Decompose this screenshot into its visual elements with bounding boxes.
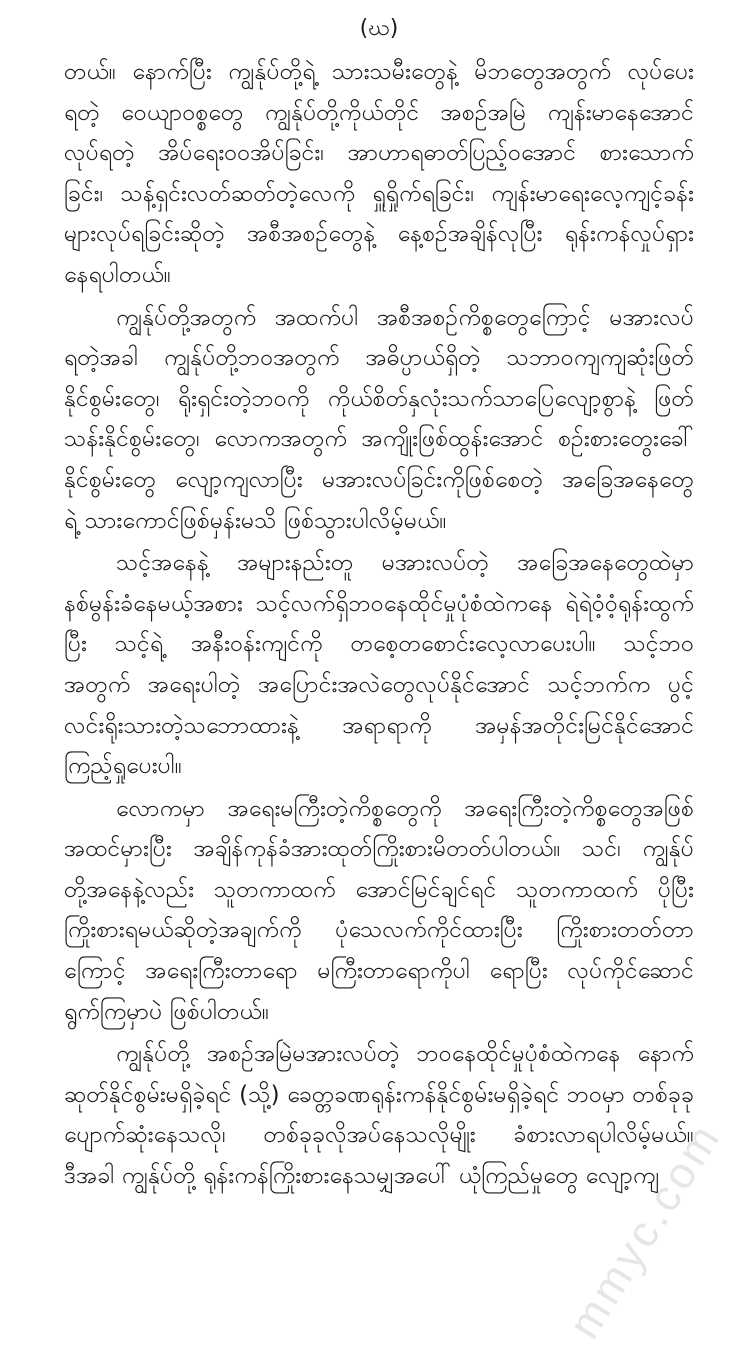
text-line: ကြောင့် အရေးကြီးတာရော မကြီးတာရောကိုပါ ရောပြီး လုပ်ကိုင်ဆောင် xyxy=(64,958,694,985)
text-line: ရဲ့ သားကောင်ဖြစ်မှန်းမသိ ဖြစ်သွားပါလိမ့်မယ်။ xyxy=(64,507,447,534)
text-line: အတွက် အရေးပါတဲ့ အပြောင်းအလဲတွေလုပ်နိုင်အောင် သင့်ဘက်က ပွင့် xyxy=(64,671,694,698)
text-line: သင့်အနေနဲ့ အများနည်းတူ မအားလပ်တဲ့ အခြေအနေတွေထဲမှာ xyxy=(116,550,694,577)
text-line: တို့အနေနဲ့လည်း သူတကာထက် အောင်မြင်ချင်ရင် သူတကာထက် ပိုပြီး xyxy=(64,876,694,903)
text-line: ကြိုးစားရမယ်ဆိုတဲ့အချက်ကို ပုံသေလက်ကိုင်ထားပြီး ကြိုးစားတတ်တာ xyxy=(64,917,694,944)
text-line: နစ်မွန်းခံနေမယ့်အစား သင့်လက်ရှိဘဝနေထိုင်မှုပုံစံထဲကနေ ရဲရဲဝံ့ဝံ့ရုန်းထွက် xyxy=(64,590,694,617)
text-line: ကျွန်ုပ်တို့အတွက် အထက်ပါ အစီအစဉ်ကိစ္စတွေကြောင့် မအားလပ် xyxy=(116,304,694,331)
text-line: ကျွန်ုပ်တို့ အစဉ်အမြဲမအားလပ်တဲ့ ဘဝနေထိုင်မှုပုံစံထဲကနေ နောက် xyxy=(116,1041,694,1068)
page-number: (ဃ) xyxy=(359,16,399,41)
text-line: အထင်မှားပြီး အချိန်ကုန်ခံအားထုတ်ကြိုးစားမိတတ်ပါတယ်။ သင်၊ ကျွန်ုပ် xyxy=(64,836,694,863)
text-line: တယ်။ နောက်ပြီး ကျွန်ုပ်တို့ရဲ့ သားသမီးတွေနဲ့ မိဘတွေအတွက် လုပ်ပေး xyxy=(64,59,694,85)
text-line: ရတဲ့အခါ ကျွန်ုပ်တို့ဘဝအတွက် အဓိပ္ပာယ်ရှိတဲ့ သဘာဝကျကျဆုံးဖြတ် xyxy=(64,345,694,372)
body-text xyxy=(64,52,694,1197)
text-line: ပျောက်ဆုံးနေသလို၊ တစ်ခုခုလိုအပ်နေသလိုမျိုး ခံစားလာရပါလိမ့်မယ်။ xyxy=(64,1122,694,1149)
text-line: ပြီး သင့်ရဲ့ အနီးဝန်းကျင်ကို တစေ့တစောင်းလေ့လာပေးပါ။ သင့်ဘဝ xyxy=(64,631,694,658)
watermark: mmyc.com xyxy=(559,1113,732,1347)
text-line: လုပ်ရတဲ့ အိပ်ရေးဝဝအိပ်ခြင်း၊ အာဟာရဓာတ်ပြည့်ဝအောင် စားသောက် xyxy=(64,140,694,167)
text-line: နိုင်စွမ်းတွေ လျော့ကျလာပြီး မအားလပ်ခြင်းကိုဖြစ်စေတဲ့ အခြေအနေတွေ xyxy=(64,466,694,493)
text-line: များလုပ်ရခြင်းဆိုတဲ့ အစီအစဉ်တွေနဲ့ နေ့စဉ်အချိန်လုပြီး ရုန်းကန်လှုပ်ရှား xyxy=(64,221,694,248)
text-line: ကြည့်ရှုပေးပါ။ xyxy=(64,753,182,780)
paragraph xyxy=(64,1034,694,1196)
text-line: ဒီအခါ ကျွန်ုပ်တို့ ရုန်းကန်ကြိုးစားနေသမျှအပေါ် ယုံကြည်မှုတွေ လျော့ကျ xyxy=(64,1163,660,1190)
paragraph xyxy=(64,298,694,542)
text-line: နိုင်စွမ်းတွေ၊ ရိုးရှင်းတဲ့ဘဝကို ကိုယ်စိတ်နှလုံးသက်သာပြေလျော့စွာနဲ့ ဖြတ် xyxy=(64,385,694,412)
text-line: ရွက်ကြမှာပဲ ဖြစ်ပါတယ်။ xyxy=(64,998,270,1025)
text-line: ရတဲ့ ဝေယျာဝစ္စတွေ ကျွန်ုပ်တို့ကိုယ်တိုင် အစဉ်အမြဲ ကျန်းမာနေအောင် xyxy=(64,99,694,126)
text-line: လောကမှာ အရေးမကြီးတဲ့ကိစ္စတွေကို အရေးကြီးတဲ့ကိစ္စတွေအဖြစ် xyxy=(116,795,694,822)
text-line: နေရပါတယ်။ xyxy=(64,261,171,288)
paragraph xyxy=(64,789,694,1033)
paragraph xyxy=(64,543,694,787)
text-line: ဆုတ်နိုင်စွမ်းမရှိခဲ့ရင် (သို့) ခေတ္တခဏရုန်းကန်နိုင်စွမ်းမရှိခဲ့ရင် ဘဝမှာ တစ်ခုခု xyxy=(64,1081,694,1108)
paragraph xyxy=(64,52,694,296)
text-line: လင်းရိုးသားတဲ့သဘောထားနဲ့ အရာရာကို အမှန်အတိုင်းမြင်နိုင်အောင် xyxy=(64,712,694,739)
text-line: ခြင်း၊ သန့်ရှင်းလတ်ဆတ်တဲ့လေကို ရှူရှိုက်ရခြင်း၊ ကျန်းမာရေးလေ့ကျင့်ခန်း xyxy=(64,180,694,207)
text-line: သန်းနိုင်စွမ်းတွေ၊ လောကအတွက် အကျိုးဖြစ်ထွန်းအောင် စဉ်းစားတွေးခေါ် xyxy=(64,426,694,453)
